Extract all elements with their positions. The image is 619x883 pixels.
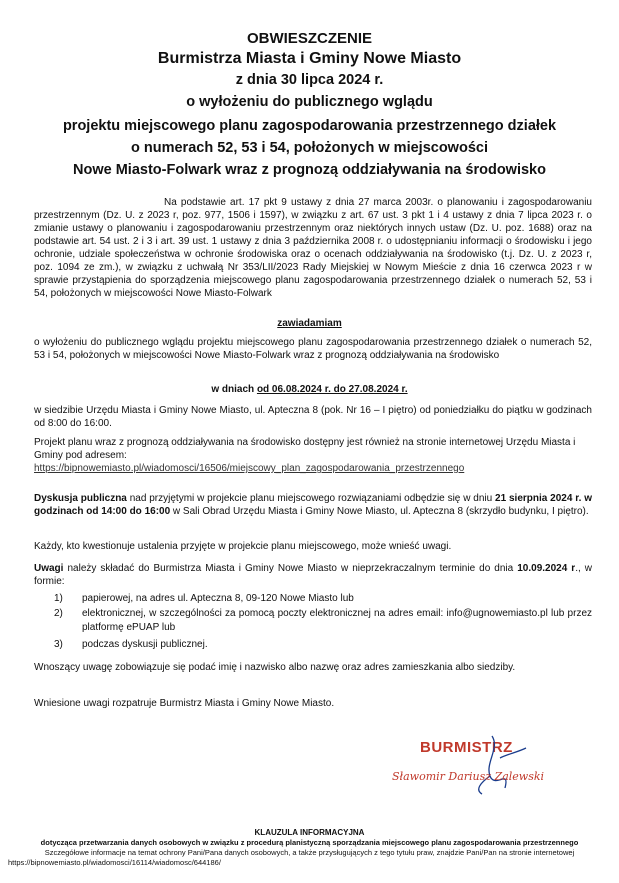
- list-item-number: 3): [54, 639, 63, 650]
- identity-paragraph: Wnoszący uwagę zobowiązuje się podać imię i nazwisko albo nazwę oraz adres zamieszkania albo siedziby.: [34, 662, 516, 673]
- online-paragraph: [34, 436, 592, 475]
- doc-subject-line-3: o numerach 52, 53 i 54, położonych w miejscowości: [131, 140, 488, 156]
- location-paragraph: w siedzibie Urzędu Miasta i Gminy Nowe Miasto, ul. Apteczna 8 (pok. Nr 16 – I piętro) od poniedziałku do piątku w godzinach od 8:00 do 16:00.: [34, 405, 592, 429]
- doc-subject-line-4: Nowe Miasto-Folwark wraz z prognozą oddziaływania na środowisko: [73, 162, 546, 178]
- doc-date: z dnia 30 lipca 2024 r.: [235, 72, 384, 88]
- doc-issuer: Burmistrza Miasta i Gminy Nowe Miasto: [157, 50, 462, 67]
- remarks-deadline: 10.09.2024 r: [517, 563, 576, 574]
- klauzula-link[interactable]: https://bipnowemiasto.pl/wiadomosci/16114/wiadomosc/644186/: [8, 858, 221, 867]
- online-text: Projekt planu wraz z prognozą oddziaływania na środowisko dostępny jest również na stronie internetowej Urzędu Miasta i Gminy pod adresem:: [34, 437, 576, 461]
- dates-line: [0, 384, 619, 395]
- list-item-text: podczas dyskusji publicznej.: [82, 639, 208, 650]
- public-discussion-paragraph: [34, 492, 592, 518]
- list-item-number: 2): [54, 608, 63, 619]
- doc-subject-line-1: o wyłożeniu do publicznego wglądu: [186, 94, 433, 110]
- signature-name: Sławomir Dariusz Zalewski: [392, 770, 545, 783]
- discussion-text-1: nad przyjętymi w projekcie planu miejscowego rozwiązaniami odbędzie się w dniu: [126, 493, 496, 504]
- remarks-paragraph: [34, 562, 592, 588]
- signature-scribble-icon: [430, 728, 550, 798]
- signature-title: BURMISTRZ: [420, 739, 513, 756]
- klauzula-title: KLAUZULA INFORMACYJNA: [254, 828, 365, 837]
- zawiadamiam-heading: zawiadamiam: [277, 318, 342, 329]
- legal-basis-paragraph: Na podstawie art. 17 pkt 9 ustawy z dnia 27 marca 2003r. o planowaniu i zagospodarowaniu przestrzennym (Dz. U. z 2023 r, poz. 977, 1506 i 1597), w związku z art. 67 ust. 3 pkt 1 i 4 ustawy z dnia 7 lipca 2023 r. o zmianie ustawy o planowaniu i zagospodarowaniu przestrzennym oraz niektórych innych ustaw (Dz. U. poz. 1688) oraz na podstawie art. 54 ust. 2 i 3 i art. 39 ust. 1 ustawy z dnia 3 października 2008 r. o udostępnianiu informacji o środowisku i jego ochronie, udziale społeczeństwa w ochronie środowiska oraz o ocenach oddziaływania na środowisko (t.j. Dz. U. z 2023 r, poz. 1094 ze zm.), w związku z uchwałą Nr 353/LII/2023 Rady Miejskiej w Nowym Mieście z dnia 16 czerwca 2023 r w sprawie przystąpienia do sporządzenia miejscowego planu zagospodarowania przestrzennego działek o numerach 52, 53 i 54, położonych w miejscowości Nowe Miasto-Folwark: [34, 197, 592, 299]
- discussion-date: 21 sierpnia 2024 r. w godzinach od 14:00 do 16:00: [34, 493, 592, 517]
- doc-title: OBWIESZCZENIE: [246, 30, 372, 47]
- discussion-text-2: w Sali Obrad Urzędu Miasta i Gminy Nowe Miasto, ul. Apteczna 8 (skrzydło budynku, I piętro).: [170, 506, 589, 517]
- doc-subject-line-2: projektu miejscowego planu zagospodarowania przestrzennego działek: [62, 118, 557, 134]
- klauzula-line-2: Szczegółowe informacje na temat ochrony Pani/Pana danych osobowych, a także przysługujących z tego tytułu praw, znajdzie Pani/Pan na stronie internetowej: [44, 848, 575, 857]
- list-item-text: elektronicznej, w szczególności za pomocą poczty elektronicznej na adres email: info@ugnowemiasto.pl lub przez platformę ePUAP lub: [82, 608, 592, 633]
- list-item-text: papierowej, na adres ul. Apteczna 8, 09-120 Nowe Miasto lub: [82, 593, 354, 604]
- review-paragraph: Wniesione uwagi rozpatruje Burmistrz Miasta i Gminy Nowe Miasto.: [34, 698, 335, 709]
- remarks-label: Uwagi: [34, 563, 64, 574]
- remarks-text-1: należy składać do Burmistrza Miasta i Gminy Nowe Miasto w nieprzekraczalnym terminie do dnia: [63, 563, 518, 574]
- bip-plan-link[interactable]: https://bipnowemiasto.pl/wiadomosci/16506/miejscowy_plan_zagospodarowania_przestrzennego: [34, 463, 465, 474]
- objections-paragraph: Każdy, kto kwestionuje ustalenia przyjęte w projekcie planu miejscowego, może wnieść uwagi.: [34, 541, 452, 552]
- discussion-label: Dyskusja publiczna: [34, 493, 127, 504]
- list-item-number: 1): [54, 593, 63, 604]
- klauzula-line-1: dotycząca przetwarzania danych osobowych w związku z procedurą planistyczną sporządzania miejscowego planu zagospodarowania przestrzennego: [40, 838, 579, 847]
- remarks-text-2: ., w formie:: [34, 563, 593, 587]
- dates-prefix: w dniach: [211, 384, 257, 395]
- notice-paragraph: o wyłożeniu do publicznego wglądu projektu miejscowego planu zagospodarowania przestrzennego działek o numerach 52, 53 i 54, położonych w miejscowości Nowe Miasto-Folwark wraz z prognozą oddziaływania na środowisko: [34, 337, 592, 361]
- dates-range: od 06.08.2024 r. do 27.08.2024 r.: [256, 384, 408, 395]
